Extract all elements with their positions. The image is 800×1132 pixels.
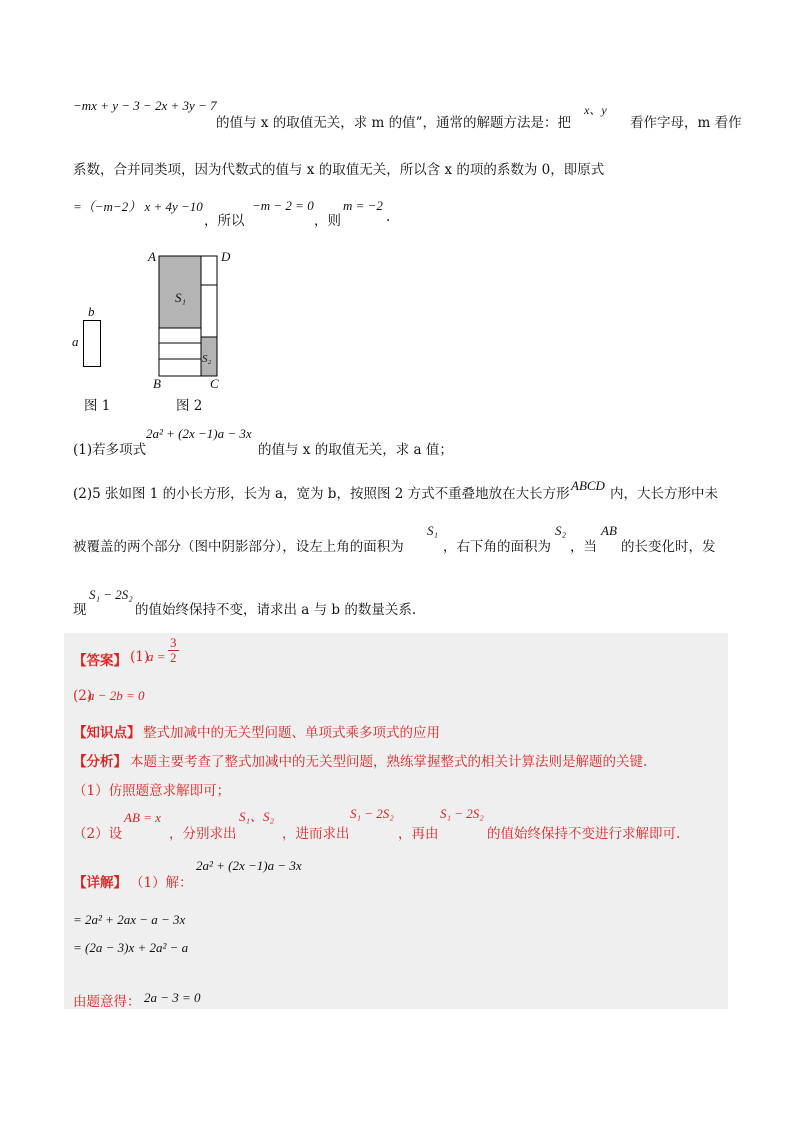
q2-line2-a: 被覆盖的两个部分（图中阴影部分），设左上角的面积为	[73, 539, 404, 555]
analysis-step2-expr1: S₁ − 2S₂	[350, 806, 394, 821]
answer2-expression: a − 2b = 0	[88, 688, 145, 703]
detail-intent: 由题意得：	[73, 994, 141, 1010]
fig2-label-B: B	[153, 376, 161, 391]
fig2-label-C: C	[210, 376, 219, 391]
intro-original-expr: =（−m−2） x + 4y −10	[73, 199, 203, 214]
q2-rect-label: ABCD	[571, 478, 605, 493]
intro-end: .	[386, 209, 391, 225]
intro-vars: x、y	[584, 103, 607, 117]
fig1-label-b: b	[88, 304, 95, 319]
q2-line1-a: (2)5 张如图 1 的小长方形，长为 a，宽为 b，按照图 2 方式不重叠地放在大长方形	[73, 486, 570, 502]
fig1-caption: 图 1	[84, 398, 111, 414]
q2-line3-a: 现	[73, 602, 87, 618]
intro-line2: 系数，合并同类项，因为代数式的值与 x 的取值无关，所以含 x 的项的系数为 0，即原式	[73, 162, 605, 178]
intro-expression: −mx + y − 3 − 2x + 3y − 7	[73, 98, 217, 113]
q1-expression: 2a² + (2x −1)a − 3x	[146, 426, 252, 441]
analysis-step2-a: （2）设	[73, 826, 123, 842]
answer2-prefix: (2)	[73, 688, 93, 704]
fig2-label-S2: S₂	[202, 353, 212, 365]
answer-tag: 【答案】	[73, 653, 127, 669]
detail-expression-0: 2a² + (2x −1)a − 3x	[196, 858, 302, 873]
analysis-step2-b: ，分别求出	[169, 826, 237, 842]
knowledge-text: 整式加减中的无关型问题、单项式乘多项式的应用	[143, 725, 440, 741]
fig2-label-S1: S₁	[175, 290, 187, 305]
analysis-tag: 【分析】	[73, 754, 127, 770]
answer1-prefix: (1)	[130, 649, 150, 665]
fig2-caption: 图 2	[176, 398, 203, 414]
intro-line3-mid: ，所以	[204, 213, 245, 229]
q2-expression: S₁ − 2S₂	[89, 587, 133, 602]
fig2-label-D: D	[221, 249, 231, 264]
answer1-lhs: a =	[147, 649, 166, 664]
q2-AB: AB	[601, 523, 617, 538]
analysis-step2-expr2: S₁ − 2S₂	[440, 806, 484, 821]
detail-tag: 【详解】	[73, 875, 127, 891]
fig2-label-A: A	[148, 249, 156, 264]
analysis-step2-d: ，再由	[398, 826, 439, 842]
q2-line3-b: 的值始终保持不变，请求出 a 与 b 的数量关系.	[135, 602, 417, 618]
detail-equation: 2a − 3 = 0	[144, 990, 201, 1005]
intro-line1-tail: 看作字母，m 看作	[630, 115, 742, 131]
detail-expression-1: = 2a² + 2ax − a − 3x	[73, 912, 186, 927]
knowledge-tag: 【知识点】	[73, 725, 141, 741]
intro-line3-then: ，则	[314, 213, 341, 229]
answer1-fraction	[168, 636, 179, 665]
analysis-step2-S: S₁、S₂	[239, 809, 275, 824]
analysis-step1: （1）仿照题意求解即可；	[73, 783, 231, 799]
q2-line2-c: ，当	[570, 539, 597, 555]
analysis-text: 本题主要考查了整式加减中的无关型问题，熟练掌握整式的相关计算法则是解题的关键.	[130, 754, 648, 770]
intro-equation: −m − 2 = 0	[252, 198, 314, 213]
q2-line2-d: 的长变化时，发	[621, 539, 716, 555]
analysis-step2-AB: AB = x	[124, 810, 161, 825]
q2-S1: S₁	[427, 523, 439, 538]
fig1-label-a: a	[72, 334, 79, 349]
q2-line2-b: ，右下角的面积为	[443, 539, 551, 555]
fig1-small-rectangle	[83, 320, 101, 367]
q2-S2: S₂	[555, 523, 567, 538]
answer1-denominator: 2	[170, 650, 177, 665]
intro-line1-text: 的值与 x 的取值无关，求 m 的值”，通常的解题方法是：把	[216, 115, 571, 131]
analysis-step2-c: ，进而求出	[282, 826, 350, 842]
q1-suffix: 的值与 x 的取值无关，求 a 值；	[258, 442, 453, 458]
q1-prefix: (1)若多项式	[73, 442, 147, 458]
intro-result: m = −2	[343, 198, 383, 213]
q2-line1-b: 内，大长方形中未	[610, 486, 718, 502]
answer1-numerator: 3	[170, 635, 177, 650]
detail-text: （1）解：	[130, 875, 193, 891]
detail-expression-2: = (2a − 3)x + 2a² − a	[73, 940, 189, 955]
analysis-step2-e: 的值始终保持不变进行求解即可.	[487, 826, 681, 842]
